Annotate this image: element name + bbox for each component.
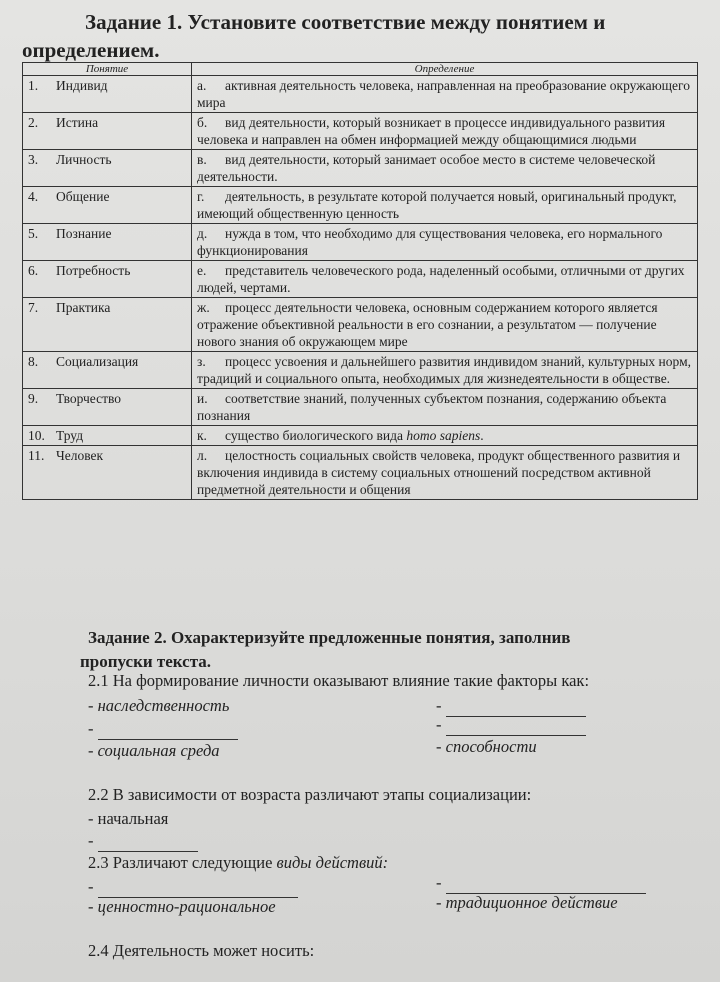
- concept-number: 7.: [28, 300, 39, 315]
- definition-text: процесс усвоения и дальнейшего развития индивидом знаний, культурных норм, традиций и социального опыта, необходимых для жизнедеятельности в обществе.: [197, 354, 691, 386]
- concept-cell: [23, 426, 192, 446]
- concept-cell: [23, 224, 192, 261]
- definition-text: активная деятельность человека, направленная на преобразование окружающего мира: [197, 78, 690, 110]
- answer-item: - способности: [436, 737, 537, 756]
- definition-text-after: .: [480, 428, 484, 443]
- table-row: [23, 76, 698, 113]
- concept-cell: [23, 150, 192, 187]
- concept-name: Творчество: [56, 391, 122, 406]
- question-text-italic: виды действий:: [276, 853, 389, 872]
- concept-number: 3.: [28, 152, 39, 167]
- definition-letter: и.: [197, 391, 208, 406]
- definition-text: целостность социальных свойств человека, продукт общественного развития и включения индивида в систему социальных отношений посредством активной предметной деятельности и общения: [197, 448, 681, 497]
- concept-number: 4.: [28, 189, 39, 204]
- concept-number: 9.: [28, 391, 39, 406]
- matching-table: [22, 62, 698, 500]
- definition-text-before: существо биологического вида: [225, 428, 407, 443]
- dash: -: [436, 715, 442, 734]
- definition-letter: ж.: [197, 300, 210, 315]
- concept-number: 11.: [28, 448, 45, 463]
- answer-item: - начальная: [88, 809, 169, 828]
- task2-title-line2: пропуски текста.: [80, 652, 212, 671]
- definition-cell: [192, 113, 698, 150]
- answer-blank-line[interactable]: [98, 837, 198, 852]
- concept-name: Социализация: [56, 354, 139, 369]
- table-row: [23, 446, 698, 500]
- task1-title: [22, 8, 680, 64]
- definition-cell: [192, 187, 698, 224]
- definition-cell: [192, 261, 698, 298]
- concept-number: 8.: [28, 354, 39, 369]
- definition-text: деятельность, в результате которой получается новый, оригинальный продукт, имеющий общественную ценность: [197, 189, 677, 221]
- answer-item: - наследственность: [88, 696, 230, 715]
- answer-blank-line[interactable]: [446, 721, 586, 736]
- question-2-2: 2.2 В зависимости от возраста различают этапы социализации:: [88, 785, 532, 804]
- concept-cell: [23, 446, 192, 500]
- concept-name: Потребность: [56, 263, 131, 278]
- dash: -: [436, 696, 442, 715]
- concept-name: Истина: [56, 115, 99, 130]
- answer-blank-item[interactable]: [88, 876, 298, 898]
- table-row: [23, 187, 698, 224]
- concept-number: 1.: [28, 78, 39, 93]
- answer-blank-item[interactable]: [436, 872, 646, 894]
- concept-number: 10.: [28, 428, 45, 443]
- table-row: [23, 426, 698, 446]
- concept-name: Практика: [56, 300, 111, 315]
- dash: -: [436, 873, 442, 892]
- definition-cell: [192, 298, 698, 352]
- table-row: [23, 389, 698, 426]
- concept-number: 5.: [28, 226, 39, 241]
- definition-letter: г.: [197, 189, 205, 204]
- concept-cell: [23, 261, 192, 298]
- definition-letter: в.: [197, 152, 207, 167]
- question-2-1: 2.1 На формирование личности оказывают влияние такие факторы как:: [88, 671, 590, 690]
- table-row: [23, 298, 698, 352]
- question-2-4: 2.4 Деятельность может носить:: [88, 941, 315, 960]
- definition-letter: е.: [197, 263, 207, 278]
- concept-number: 6.: [28, 263, 39, 278]
- answer-item: - социальная среда: [88, 741, 220, 760]
- answer-blank-item[interactable]: [88, 830, 198, 852]
- definition-cell: [192, 426, 698, 446]
- definition-text-italic: homo sapiens: [406, 428, 481, 443]
- question-text: 2.3 Различают следующие: [88, 853, 277, 872]
- definition-letter: б.: [197, 115, 208, 130]
- answer-blank-line[interactable]: [98, 725, 238, 740]
- concept-name: Человек: [56, 448, 104, 463]
- concept-cell: [23, 187, 192, 224]
- definition-letter: л.: [197, 448, 208, 463]
- concept-name: Труд: [56, 428, 84, 443]
- table-row: [23, 224, 698, 261]
- dash: -: [88, 831, 94, 850]
- concept-cell: [23, 298, 192, 352]
- dash: -: [88, 877, 94, 896]
- definition-cell: [192, 446, 698, 500]
- answer-item: - ценностно-рациональное: [88, 897, 276, 916]
- task1-title-line2: определением.: [22, 38, 160, 62]
- definition-text: вид деятельности, который занимает особое место в системе человеческой деятельности.: [197, 152, 656, 184]
- answer-item: - традиционное действие: [436, 893, 618, 912]
- table-row: [23, 113, 698, 150]
- definition-text: нужда в том, что необходимо для существования человека, его нормального функционирования: [197, 226, 663, 258]
- answer-blank-item[interactable]: [88, 718, 238, 740]
- definition-text: вид деятельности, который возникает в процессе индивидуального развития человека и направлен на обмен информацией между общающимися людьми: [197, 115, 666, 147]
- task2-title: [80, 626, 688, 674]
- definition-letter: з.: [197, 354, 206, 369]
- definition-cell: [192, 76, 698, 113]
- task2-title-line1: Задание 2. Охарактеризуйте предложенные понятия, заполнив: [88, 628, 571, 647]
- table-row: [23, 261, 698, 298]
- definition-cell: [192, 150, 698, 187]
- concept-cell: [23, 113, 192, 150]
- concept-number: 2.: [28, 115, 39, 130]
- concept-cell: [23, 352, 192, 389]
- concept-name: Общение: [56, 189, 110, 204]
- question-2-3: [88, 852, 388, 874]
- dash: -: [88, 719, 94, 738]
- definition-text: представитель человеческого рода, наделенный особыми, отличными от других людей, чертами.: [197, 263, 685, 295]
- concept-cell: [23, 76, 192, 113]
- header-concept: Понятие: [23, 63, 192, 76]
- header-definition: Определение: [192, 63, 698, 76]
- definition-text: соответствие знаний, полученных субъектом познания, содержанию объекта познания: [197, 391, 667, 423]
- answer-blank-item[interactable]: [436, 714, 586, 736]
- concept-name: Индивид: [56, 78, 108, 93]
- concept-name: Личность: [56, 152, 112, 167]
- concept-name: Познание: [56, 226, 112, 241]
- table-row: [23, 150, 698, 187]
- task1-title-line1: Задание 1. Установите соответствие между понятием и: [85, 10, 606, 34]
- definition-cell: [192, 389, 698, 426]
- definition-letter: д.: [197, 226, 208, 241]
- definition-letter: к.: [197, 428, 207, 443]
- definition-text: процесс деятельности человека, основным содержанием которого является отражение объективной реальности в его сознании, а результатом — получение нового знания об окружающем мире: [197, 300, 658, 349]
- table-header-row: [23, 63, 698, 76]
- definition-cell: [192, 224, 698, 261]
- definition-cell: [192, 352, 698, 389]
- definition-letter: а.: [197, 78, 207, 93]
- table-row: [23, 352, 698, 389]
- concept-cell: [23, 389, 192, 426]
